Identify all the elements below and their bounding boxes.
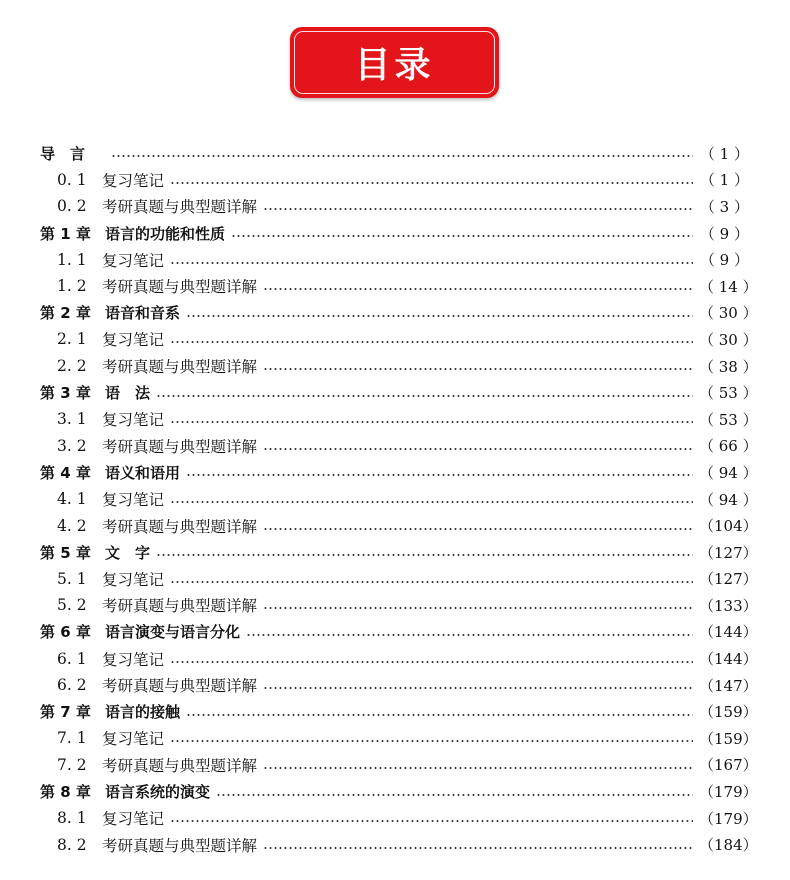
toc-section-row[interactable] [0,273,790,300]
toc-entry-number: 8. 1 [57,809,87,828]
dot-leader [263,368,693,370]
page-title: 目录 [354,45,435,86]
toc-entry-number: 1. 1 [57,250,87,269]
toc-chapter-row[interactable] [0,698,790,725]
toc-page-number: （147） [699,676,758,695]
toc-entry-number: 第 1 章 [40,224,91,243]
toc-entry-title: 考研真题与典型题详解 [102,198,258,217]
toc-page-number: （104） [699,517,758,536]
dot-leader [170,421,693,423]
toc-entry-title: 复习笔记 [102,171,165,190]
dot-leader [170,341,693,343]
toc-entry-title: 复习笔记 [102,650,165,669]
toc-entry-number: 导 言 [40,144,86,163]
toc-page-number: （144） [699,623,758,642]
toc-entry-title: 语言系统的演变 [105,783,211,802]
toc-section-row[interactable] [0,592,790,619]
toc-entry-title: 考研真题与典型题详解 [102,278,258,297]
toc-entry-title: 复习笔记 [102,570,165,589]
toc-entry-number: 3. 1 [57,410,87,429]
toc-entry-title: 考研真题与典型题详解 [102,677,258,696]
dot-leader [111,155,693,157]
toc-page-number: （ 53 ） [699,384,758,403]
dot-leader [170,740,693,742]
dot-leader [170,262,693,264]
toc-entry-title: 考研真题与典型题详解 [102,836,258,855]
toc-section-row[interactable] [0,672,790,699]
dot-leader [186,714,693,716]
toc-page-number: （ 38 ） [699,357,758,376]
toc-section-row[interactable] [0,433,790,460]
toc-entry-number: 第 8 章 [40,783,91,802]
table-of-contents [0,140,790,858]
toc-page-number: （ 1 ） [699,144,749,163]
toc-entry-title: 考研真题与典型题详解 [102,517,258,536]
toc-entry-title: 语言演变与语言分化 [105,623,241,642]
toc-page-number: （167） [699,756,758,775]
toc-entry-title: 复习笔记 [102,810,165,829]
toc-entry-title: 语 法 [105,384,151,403]
toc-page-number: （159） [699,729,758,748]
dot-leader [170,661,693,663]
toc-page-number: （127） [699,570,758,589]
dot-leader [156,554,693,556]
toc-section-row[interactable] [0,512,790,539]
toc-chapter-row[interactable] [0,379,790,406]
toc-section-row[interactable] [0,193,790,220]
toc-page-number: （133） [699,596,758,615]
toc-entry-number: 7. 1 [57,729,87,748]
toc-entry-title: 复习笔记 [102,730,165,749]
dot-leader [263,448,693,450]
toc-entry-number: 3. 2 [57,436,87,455]
toc-entry-number: 0. 2 [57,197,87,216]
toc-page-number: （ 30 ） [699,304,758,323]
toc-chapter-row[interactable] [0,778,790,805]
toc-entry-title: 考研真题与典型题详解 [102,437,258,456]
toc-page-number: （159） [699,703,758,722]
dot-leader [246,634,693,636]
dot-leader [263,288,693,290]
toc-title-badge [290,27,499,98]
toc-section-row[interactable] [0,353,790,380]
toc-entry-number: 8. 2 [57,835,87,854]
toc-entry-title: 考研真题与典型题详解 [102,756,258,775]
dot-leader [216,794,693,796]
toc-entry-number: 第 4 章 [40,463,91,482]
toc-entry-title: 复习笔记 [102,491,165,510]
toc-entry-title: 语言的功能和性质 [105,224,226,243]
toc-entry-title: 语言的接触 [105,703,181,722]
toc-section-row[interactable] [0,167,790,194]
toc-section-row[interactable] [0,645,790,672]
toc-section-row[interactable] [0,486,790,513]
toc-entry-title: 考研真题与典型题详解 [102,358,258,377]
toc-page-number: （ 3 ） [699,197,749,216]
toc-section-row[interactable] [0,406,790,433]
toc-page-number: （ 9 ） [699,224,749,243]
dot-leader [263,847,693,849]
toc-entry-number: 5. 2 [57,596,87,615]
toc-section-row[interactable] [0,246,790,273]
toc-entry-title: 语义和语用 [105,463,181,482]
dot-leader [170,581,693,583]
toc-page-number: （ 14 ） [699,277,758,296]
toc-section-row[interactable] [0,805,790,832]
toc-chapter-row[interactable] [0,459,790,486]
toc-entry-number: 2. 1 [57,330,87,349]
dot-leader [231,235,693,237]
toc-entry-number: 2. 2 [57,357,87,376]
toc-entry-title: 复习笔记 [102,251,165,270]
dot-leader [263,767,693,769]
toc-entry-title: 复习笔记 [102,331,165,350]
dot-leader [186,474,693,476]
toc-entry-title: 考研真题与典型题详解 [102,597,258,616]
dot-leader [170,820,693,822]
toc-section-row[interactable] [0,566,790,593]
toc-entry-number: 1. 2 [57,277,87,296]
toc-chapter-row[interactable] [0,300,790,327]
toc-chapter-row[interactable] [0,539,790,566]
toc-entry-number: 7. 2 [57,755,87,774]
toc-entry-number: 4. 1 [57,490,87,509]
toc-page-number: （ 1 ） [699,171,749,190]
toc-chapter-row[interactable] [0,220,790,247]
toc-page-number: （127） [699,543,758,562]
toc-entry-number: 第 5 章 [40,543,91,562]
toc-page-number: （ 53 ） [699,410,758,429]
toc-page-number: （ 66 ） [699,437,758,456]
dot-leader [263,687,693,689]
toc-page-number: （144） [699,650,758,669]
dot-leader [186,315,693,317]
toc-section-row[interactable] [0,752,790,779]
toc-entry-title: 复习笔记 [102,411,165,430]
toc-page-number: （184） [699,836,758,855]
toc-entry-number: 第 6 章 [40,623,91,642]
toc-page-number: （ 94 ） [699,463,758,482]
toc-page-number: （179） [699,783,758,802]
toc-page-number: （ 94 ） [699,490,758,509]
toc-entry-title: 文 字 [105,543,151,562]
toc-entry-number: 6. 2 [57,676,87,695]
dot-leader [263,528,693,530]
toc-entry-number: 6. 1 [57,649,87,668]
toc-chapter-row[interactable] [0,619,790,646]
toc-entry-number: 0. 1 [57,170,87,189]
toc-entry-number: 第 2 章 [40,304,91,323]
toc-entry-number: 4. 2 [57,516,87,535]
dot-leader [263,607,693,609]
toc-title-badge-border [294,31,495,94]
toc-entry-title: 语音和音系 [105,304,181,323]
dot-leader [170,501,693,503]
toc-page-number: （ 30 ） [699,330,758,349]
toc-chapter-row[interactable] [0,140,790,167]
toc-section-row[interactable] [0,326,790,353]
toc-entry-number: 第 7 章 [40,703,91,722]
dot-leader [263,208,693,210]
toc-section-row[interactable] [0,831,790,858]
toc-entry-number: 5. 1 [57,569,87,588]
toc-section-row[interactable] [0,725,790,752]
toc-entry-number: 第 3 章 [40,384,91,403]
dot-leader [156,395,693,397]
toc-page-number: （ 9 ） [699,251,749,270]
dot-leader [170,182,693,184]
toc-page-number: （179） [699,809,758,828]
